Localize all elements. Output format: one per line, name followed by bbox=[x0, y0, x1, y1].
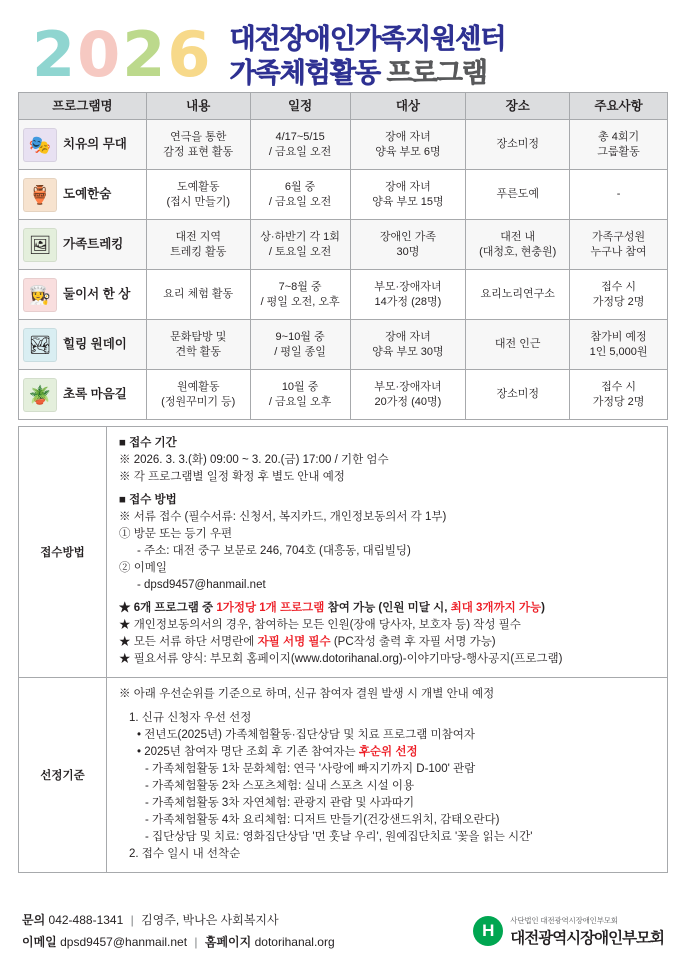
apply-method-email: - dpsd9457@hanmail.net bbox=[137, 579, 266, 591]
footer-email-line bbox=[22, 931, 335, 953]
program-schedule-cell: 6월 중 / 금요일 오전 bbox=[250, 170, 350, 220]
apply-notes-block bbox=[119, 600, 657, 668]
apply-method-block bbox=[119, 492, 657, 594]
program-notes-cell: 참가비 예정 1인 5,000원 bbox=[570, 320, 668, 370]
table-row bbox=[19, 120, 668, 170]
program-notes-cell: 가족구성원 누구나 참여 bbox=[570, 220, 668, 270]
program-name-cell bbox=[19, 120, 147, 170]
program-name-label: 둘이서 한 상 bbox=[63, 287, 131, 301]
year-digit-3: 2 bbox=[122, 18, 167, 91]
gardening-icon: 🪴 bbox=[23, 378, 57, 412]
divider: | bbox=[130, 913, 134, 927]
program-place-cell: 대전 인근 bbox=[466, 320, 570, 370]
apply-note-1-c: 참여 가능 (인원 미달 시, bbox=[324, 602, 451, 614]
program-name-cell bbox=[19, 270, 147, 320]
year-2026 bbox=[18, 16, 212, 90]
program-name-wrapper bbox=[23, 128, 145, 162]
program-name-wrapper bbox=[23, 328, 145, 362]
apply-note-1 bbox=[119, 600, 657, 617]
year-digit-2: 0 bbox=[77, 18, 122, 91]
program-notes-cell: - bbox=[570, 170, 668, 220]
poster-header bbox=[18, 0, 668, 92]
footer-email[interactable]: dpsd9457@hanmail.net bbox=[60, 935, 188, 949]
apply-method-heading: ■ 접수 방법 bbox=[119, 494, 177, 506]
apply-note-1-b: 1가정당 1개 프로그램 bbox=[216, 602, 325, 614]
apply-period-line2: ※ 각 프로그램별 일정 확정 후 별도 안내 예정 bbox=[119, 471, 345, 483]
program-target-cell: 장애인 가족 30명 bbox=[350, 220, 466, 270]
logo-icon: H bbox=[473, 916, 503, 946]
apply-period-line1: ※ 2026. 3. 3.(화) 09:00 ~ 3. 20.(금) 17:00 / 기한 엄수 bbox=[119, 454, 389, 466]
program-schedule-cell: 상·하반기 각 1회 / 토요일 오전 bbox=[250, 220, 350, 270]
program-name-wrapper bbox=[23, 178, 145, 212]
criteria-detail-4: - 가족체험활동 4차 요리체험: 디저트 만들기(건강샌드위치, 감태오란다) bbox=[145, 814, 500, 826]
program-target-cell: 장애 자녀 양육 부모 30명 bbox=[350, 320, 466, 370]
poster-footer bbox=[18, 902, 668, 960]
program-name-cell bbox=[19, 370, 147, 420]
program-notes-cell: 접수 시 가정당 2명 bbox=[570, 270, 668, 320]
program-place-cell: 푸른도예 bbox=[466, 170, 570, 220]
program-name-label: 힐링 원데이 bbox=[63, 337, 127, 351]
cooking-together-icon: 👩‍🍳 bbox=[23, 278, 57, 312]
apply-note-1-d: 최대 3개까지 가능 bbox=[450, 602, 542, 614]
program-notes-cell: 접수 시 가정당 2명 bbox=[570, 370, 668, 420]
criteria-intro: ※ 아래 우선순위를 기준으로 하며, 신규 참여자 결원 발생 시 개별 안내 예정 bbox=[119, 688, 495, 700]
page-title-line1: 대전장애인가족지원센터 bbox=[229, 24, 506, 54]
criteria-detail-2: - 가족체험활동 2차 스포츠체험: 실내 스포츠 시설 이용 bbox=[145, 780, 415, 792]
program-name-label: 초록 마음길 bbox=[63, 387, 127, 401]
apply-note-3 bbox=[119, 634, 657, 651]
program-table bbox=[18, 92, 668, 420]
col-notes: 주요사항 bbox=[570, 93, 668, 120]
logo-name: 대전광역시장애인부모회 bbox=[510, 929, 664, 947]
spacer bbox=[119, 703, 657, 710]
criteria-detail-1: - 가족체험활동 1차 문화체험: 연극 '사랑에 빠지기까지 D-100' 관람 bbox=[145, 763, 476, 775]
apply-period-block bbox=[119, 435, 657, 486]
col-content: 내용 bbox=[146, 93, 250, 120]
program-content-cell: 요리 체험 활동 bbox=[146, 270, 250, 320]
program-target-cell: 부모·장애자녀 20가정 (40명) bbox=[350, 370, 466, 420]
apply-period-heading: ■ 접수 기간 bbox=[119, 437, 177, 449]
program-notes-cell: 총 4회기 그룹활동 bbox=[570, 120, 668, 170]
apply-note-4: ★ 필요서류 양식: 부모회 홈페이지(www.dotorihanal.org)-이야기마당-행사공지(프로그램) bbox=[119, 653, 563, 665]
program-content-cell: 도예활동 (접시 만들기) bbox=[146, 170, 250, 220]
apply-note-3-a: ★ 모든 서류 하단 서명란에 bbox=[119, 636, 258, 648]
apply-note-3-b: 자필 서명 필수 bbox=[257, 636, 331, 648]
program-name-cell bbox=[19, 170, 147, 220]
criteria-item-1: 1. 신규 신청자 우선 선정 bbox=[129, 712, 252, 724]
year-digit-1: 2 bbox=[32, 18, 77, 91]
criteria-row bbox=[19, 678, 668, 873]
apply-method-line1: ※ 서류 접수 (필수서류: 신청서, 복지카드, 개인정보동의서 각 1부) bbox=[119, 511, 447, 523]
criteria-item-2: 2. 접수 일시 내 선착순 bbox=[129, 848, 241, 860]
footer-homepage[interactable]: dotorihanal.org bbox=[254, 935, 335, 949]
program-name-wrapper bbox=[23, 378, 145, 412]
year-digit-4: 6 bbox=[167, 18, 212, 91]
family-trekking-icon: 🖼 bbox=[23, 228, 57, 262]
program-name-label: 도예한숨 bbox=[63, 187, 112, 201]
apply-note-3-c: (PC작성 출력 후 자필 서명 가능) bbox=[330, 636, 496, 648]
program-content-cell: 원예활동 (정원꾸미기 등) bbox=[146, 370, 250, 420]
theater-masks-icon: 🎭 bbox=[23, 128, 57, 162]
program-schedule-cell: 10월 중 / 금요일 오후 bbox=[250, 370, 350, 420]
table-row bbox=[19, 370, 668, 420]
divider: | bbox=[194, 935, 198, 949]
pottery-icon: 🏺 bbox=[23, 178, 57, 212]
program-name-cell bbox=[19, 320, 147, 370]
criteria-bullet-2-a: • 2025년 참여자 명단 조회 후 기존 참여자는 bbox=[137, 746, 359, 758]
program-name-wrapper bbox=[23, 228, 145, 262]
program-place-cell: 장소미정 bbox=[466, 370, 570, 420]
criteria-detail-5: - 집단상담 및 치료: 영화집단상담 '먼 훗날 우리', 원예집단치료 '꽃을 읽는 시간' bbox=[145, 831, 533, 843]
criteria-body bbox=[107, 678, 668, 873]
apply-body bbox=[107, 427, 668, 678]
poster-title bbox=[230, 16, 506, 90]
col-target: 대상 bbox=[350, 93, 466, 120]
apply-row bbox=[19, 427, 668, 678]
page-title-line2-a: 가족체험활동 bbox=[229, 58, 381, 88]
program-target-cell: 부모·장애자녀 14가정 (28명) bbox=[350, 270, 466, 320]
program-name-label: 가족트레킹 bbox=[63, 237, 124, 251]
program-target-cell: 장애 자녀 양육 부모 6명 bbox=[350, 120, 466, 170]
program-schedule-cell: 9~10월 중 / 평일 종일 bbox=[250, 320, 350, 370]
program-content-cell: 문화탐방 및 견학 활동 bbox=[146, 320, 250, 370]
apply-method-address: - 주소: 대전 중구 보문로 246, 704호 (대흥동, 대림빌딩) bbox=[137, 545, 411, 557]
col-schedule: 일정 bbox=[250, 93, 350, 120]
program-table-head bbox=[19, 93, 668, 120]
program-target-cell: 장애 자녀 양육 부모 15명 bbox=[350, 170, 466, 220]
criteria-bullet-2-b: 후순위 선정 bbox=[358, 746, 418, 758]
apply-label: 접수방법 bbox=[19, 427, 107, 678]
footer-phone: 042-488-1341 bbox=[48, 913, 124, 927]
program-place-cell: 장소미정 bbox=[466, 120, 570, 170]
program-schedule-cell: 4/17~5/15 / 금요일 오전 bbox=[250, 120, 350, 170]
apply-method-line2: ① 방문 또는 등기 우편 bbox=[119, 528, 233, 540]
table-row bbox=[19, 170, 668, 220]
footer-homepage-label: 홈페이지 bbox=[204, 935, 252, 949]
page-title-line2 bbox=[230, 56, 506, 90]
healing-oneday-icon: 🏞 bbox=[23, 328, 57, 362]
apply-note-2: ★ 개인정보동의서의 경우, 참여하는 모든 인원(장애 당사자, 보호자 등) 작성 필수 bbox=[119, 619, 521, 631]
footer-email-label: 이메일 bbox=[22, 935, 57, 949]
program-content-cell: 연극을 통한 감정 표현 활동 bbox=[146, 120, 250, 170]
table-header-row bbox=[19, 93, 668, 120]
footer-contact bbox=[18, 909, 335, 953]
footer-inquiry-line bbox=[22, 909, 335, 931]
criteria-detail-3: - 가족체험활동 3차 자연체험: 관광지 관람 및 사과따기 bbox=[145, 797, 415, 809]
program-name-wrapper bbox=[23, 278, 145, 312]
program-place-cell: 대전 내 (대청호, 현충원) bbox=[466, 220, 570, 270]
criteria-bullet-2 bbox=[119, 744, 657, 761]
info-table bbox=[18, 426, 668, 873]
program-schedule-cell: 7~8월 중 / 평일 오전, 오후 bbox=[250, 270, 350, 320]
program-place-cell: 요리노리연구소 bbox=[466, 270, 570, 320]
table-row bbox=[19, 220, 668, 270]
organization-logo bbox=[473, 915, 668, 948]
table-row bbox=[19, 320, 668, 370]
apply-method-line4: ② 이메일 bbox=[119, 562, 168, 574]
program-content-cell: 대전 지역 트레킹 활동 bbox=[146, 220, 250, 270]
col-program-name: 프로그램명 bbox=[19, 93, 147, 120]
logo-subtitle: 사단법인 대전광역시장애인부모회 bbox=[510, 915, 618, 925]
program-table-body bbox=[19, 120, 668, 420]
program-name-label: 치유의 무대 bbox=[63, 137, 127, 151]
apply-note-1-e: ) bbox=[541, 602, 545, 614]
criteria-bullet-1: • 전년도(2025년) 가족체험활동·집단상담 및 치료 프로그램 미참여자 bbox=[137, 729, 475, 741]
apply-note-1-a: ★ 6개 프로그램 중 bbox=[119, 602, 217, 614]
page-title-line2-b: 프로그램 bbox=[386, 58, 487, 88]
table-row bbox=[19, 270, 668, 320]
col-place: 장소 bbox=[466, 93, 570, 120]
logo-text bbox=[510, 915, 664, 948]
footer-staff: 김영주, 박나은 사회복지사 bbox=[141, 913, 279, 927]
program-name-cell bbox=[19, 220, 147, 270]
footer-inquiry-label: 문의 bbox=[22, 913, 46, 927]
criteria-label: 선정기준 bbox=[19, 678, 107, 873]
